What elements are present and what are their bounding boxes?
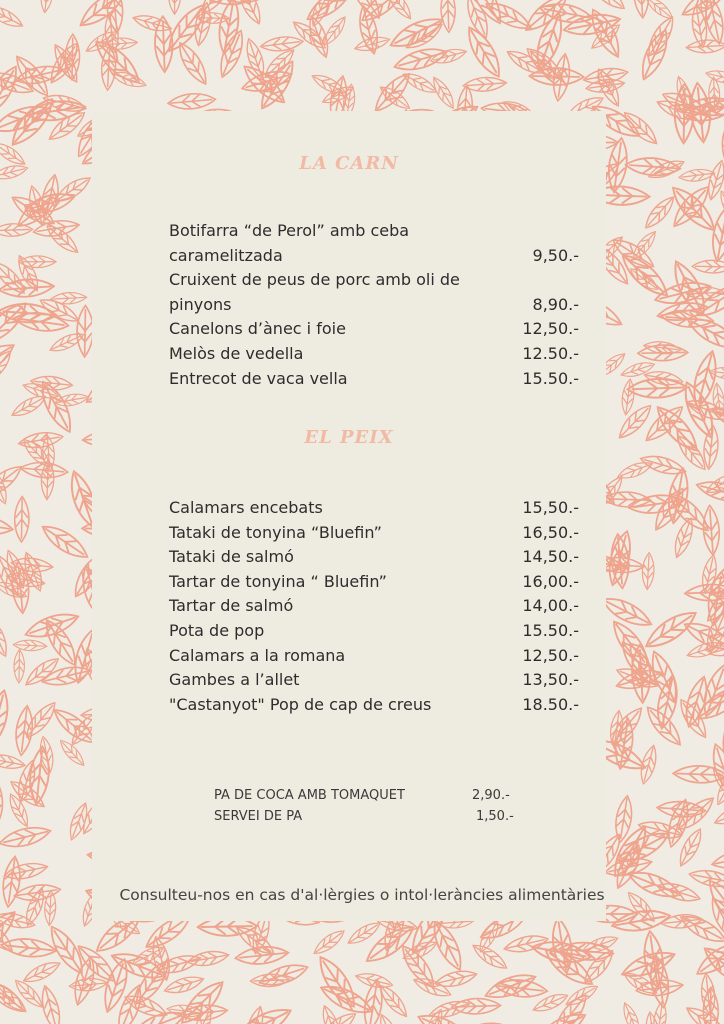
list-item — [169, 342, 579, 367]
item-price: 14,00.- — [522, 596, 579, 616]
item-price: 12.50.- — [522, 343, 579, 363]
item-price: 8,90.- — [532, 294, 579, 314]
list-item — [169, 317, 579, 342]
item-name: Tartar de salmó — [169, 596, 294, 616]
list-item — [169, 570, 579, 595]
list-item — [169, 644, 579, 669]
item-price: 15,50.- — [522, 498, 579, 517]
list-item — [169, 268, 579, 317]
extra-name: PA DE COCA AMB TOMAQUET — [214, 788, 405, 803]
la-carn-list — [169, 219, 579, 391]
list-item — [169, 619, 579, 644]
item-name: Melòs de vedella — [169, 343, 304, 363]
extra-name: SERVEI DE PA — [214, 809, 303, 824]
list-item — [169, 219, 579, 268]
item-name: Pota de pop — [169, 620, 265, 640]
list-item — [169, 594, 579, 619]
allergy-notice: Consulteu-nos en cas d'al·lèrgies o intol·leràncies alimentàries — [119, 886, 605, 904]
list-item — [169, 521, 579, 546]
item-name: Calamars a la romana — [169, 645, 346, 665]
el-peix-list — [169, 496, 579, 717]
item-name: Tataki de tonyina “Bluefin” — [169, 522, 382, 542]
extra-price: 1,50.- — [476, 809, 514, 824]
list-item — [169, 693, 579, 718]
item-name: Tartar de tonyina “ Bluefin” — [169, 571, 387, 591]
item-price: 15.50.- — [522, 620, 579, 640]
item-name: Calamars encebats — [169, 498, 323, 517]
item-name: Canelons d’ànec i foie — [169, 319, 346, 339]
item-price: 12,50.- — [522, 645, 579, 665]
item-name: Gambes a l’allet — [169, 670, 300, 690]
extra-item — [214, 788, 514, 809]
item-price: 15.50.- — [522, 368, 579, 388]
item-name: Entrecot de vaca vella — [169, 368, 348, 388]
extra-price: 2,90.- — [472, 788, 510, 803]
item-name: Tataki de salmó — [169, 547, 294, 567]
item-price: 13,50.- — [522, 670, 579, 690]
item-price: 16,00.- — [522, 571, 579, 591]
item-price: 16,50.- — [522, 522, 579, 542]
item-name: Botifarra “de Perol” amb ceba caramelitzada — [169, 221, 410, 265]
extra-item — [214, 809, 514, 830]
section-title-el-peix: EL PEIX — [304, 427, 394, 448]
section-title-la-carn: LA CARN — [299, 153, 399, 174]
menu-panel — [92, 111, 606, 921]
list-item — [169, 367, 579, 392]
list-item — [169, 545, 579, 570]
list-item — [169, 496, 579, 521]
extras-list — [214, 788, 514, 830]
item-price: 18.50.- — [522, 694, 579, 714]
item-name: Cruixent de peus de porc amb oli de pinyons — [169, 270, 460, 314]
item-price: 14,50.- — [522, 547, 579, 567]
list-item — [169, 668, 579, 693]
item-price: 12,50.- — [522, 319, 579, 339]
item-name: "Castanyot" Pop de cap de creus — [169, 694, 432, 714]
item-price: 9,50.- — [532, 245, 579, 265]
